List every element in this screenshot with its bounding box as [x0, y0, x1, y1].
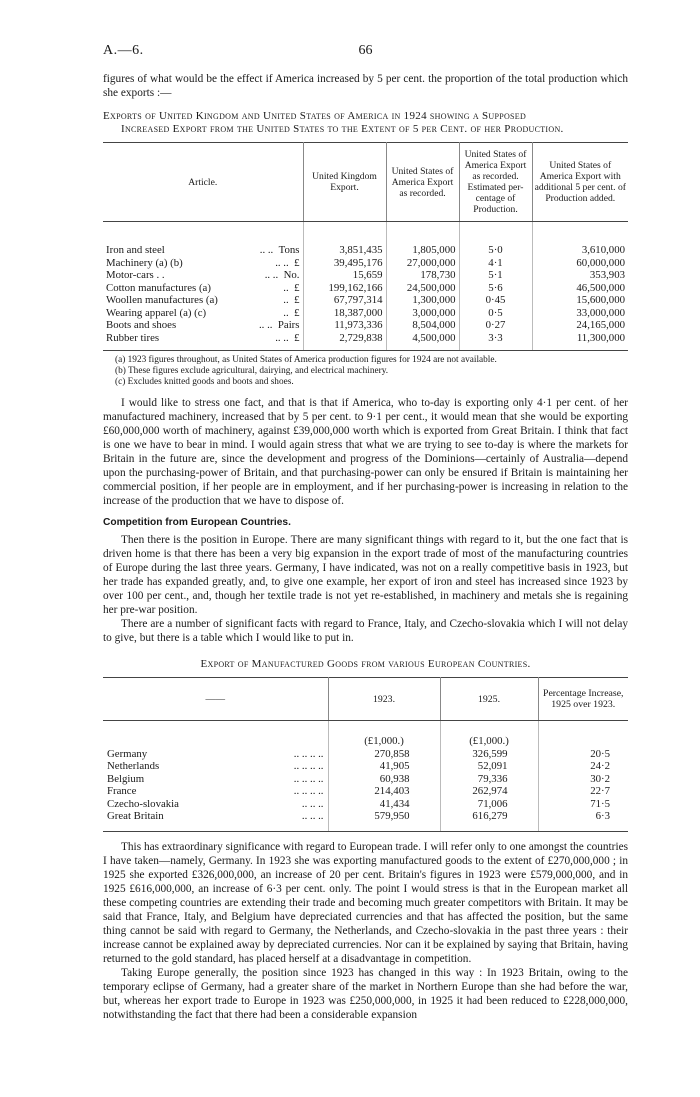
- us-export-value: 1,805,000: [386, 244, 459, 257]
- paragraph-table-intro: There are a number of significant facts with regard to France, Italy, and Czecho-slovakia which I will not delay to give, but there is a table which I would like to put in.: [103, 618, 628, 644]
- value-1925: 262,974: [440, 785, 538, 798]
- table1-notes: [115, 355, 628, 388]
- value-1923: 41,434: [328, 798, 440, 811]
- paragraph-significance: This has extraordinary significance with regard to European trade. I will refer only to one amongst the countries I have taken—namely, Germany. In 1923 she was exporting manufactured goods to the extent of £270,000,000 ; in 1925 she exported £326,000,000, an increase of 20 per cent. Britain's figures in 1923 were £579,000,000, and in 1925 £616,000,000, an increase of 6·3 per cent. only. The point I would stress is that in the European market all these competing countries are extending their trade and becoming much greater competitors with Britain. It may be said that France, Italy, and Belgium have depreciated currencies and that has affected the position, but the same thing cannot be said with regard to Germany, the Netherlands, and Czecho-slovakia in the past three years : their increase cannot be explained away by depreciated currencies. Nor can it be explained by saying that Britain, having returned to the gold standard, has placed herself at a disadvantage in competition.: [103, 840, 628, 965]
- us-percentage-value: 0·45: [459, 294, 532, 307]
- value-1923: 579,950: [328, 810, 440, 831]
- table-row: [103, 773, 628, 786]
- table-row: [103, 798, 628, 811]
- us-export-value: 1,300,000: [386, 294, 459, 307]
- uk-export-value: 11,973,336: [303, 319, 386, 332]
- us-export-value: 3,000,000: [386, 307, 459, 320]
- unit-1925: (£1,000.): [440, 721, 538, 748]
- value-1923: 214,403: [328, 785, 440, 798]
- uk-export-value: 39,495,176: [303, 257, 386, 270]
- paragraph-europe-generally: Taking Europe generally, the position since 1923 has changed in this way : In 1923 Britain, owing to the temporary eclipse of Germany, had a greater share of the market in Northern Europe than she had before the war, but, whereas her export trade to Europe in 1923 was £250,000,000, in 1925 it had been reduced to £228,000,000, notwithstanding the fact that there had been a considerable expansion: [103, 966, 628, 1021]
- table-row: [103, 294, 628, 307]
- col-1923: 1923.: [328, 678, 440, 721]
- us-added-value: 11,300,000: [532, 332, 628, 351]
- percentage-increase: 6·3: [538, 810, 628, 831]
- table-row: [103, 760, 628, 773]
- exports-table-header: [103, 143, 628, 222]
- us-percentage-value: 3·3: [459, 332, 532, 351]
- us-export-value: 4,500,000: [386, 332, 459, 351]
- value-1923: 270,858: [328, 748, 440, 761]
- leader-dots: .. ..: [258, 319, 273, 331]
- table-row: [103, 332, 628, 351]
- table1-title-line2: Increased Export from the United States to the Extent of 5 per Cent. of her Production.: [121, 123, 564, 135]
- unit: £: [294, 256, 300, 269]
- page-header: [103, 44, 628, 64]
- value-1925: 52,091: [440, 760, 538, 773]
- leader-dots: ..: [283, 294, 289, 306]
- table-row: [103, 307, 628, 320]
- table2-title: Export of Manufactured Goods from various European Countries.: [200, 658, 531, 670]
- leader-dots: .. .. .. ..: [293, 760, 324, 772]
- table-row: [103, 810, 628, 831]
- country-name: Netherlands: [107, 760, 160, 772]
- leader-dots: .. ..: [259, 244, 274, 256]
- col-uk-export: United Kingdom Export.: [303, 143, 386, 222]
- note-b: (b) These figures exclude agricultural, dairying, and electrical machinery.: [115, 366, 389, 376]
- article-name: Iron and steel: [106, 244, 165, 256]
- unit: £: [294, 331, 300, 344]
- country-name: Belgium: [107, 772, 145, 785]
- article-name: Wearing apparel (a) (c): [106, 306, 207, 319]
- percentage-increase: 30·2: [590, 772, 610, 785]
- col-us-added: United States of America Export with additional 5 per cent. of Production added.: [532, 143, 628, 222]
- unit: £: [294, 281, 300, 294]
- uk-export-value: 18,387,000: [303, 307, 386, 320]
- leader-dots: .. ..: [275, 331, 289, 344]
- article-name: Woollen manufactures (a): [106, 294, 218, 306]
- leader-dots: .. .. ..: [301, 797, 324, 810]
- european-table-header: [103, 678, 628, 721]
- table-row: [103, 785, 628, 798]
- table1-title: [103, 110, 628, 136]
- unit-1923: (£1,000.): [328, 721, 440, 748]
- intro-paragraph: figures of what would be the effect if America increased by 5 per cent. the proportion of the total production which she exports :—: [103, 73, 628, 99]
- leader-dots: .. .. ..: [301, 810, 324, 822]
- us-percentage-value: 0·27: [459, 319, 532, 332]
- leader-dots: .. .. .. ..: [293, 772, 324, 785]
- paragraph-europe: Then there is the position in Europe. There are many significant things with regard to it, but the one fact that is driven home is that there has been a very big expansion in the export trade of most of the manufacturing countries of Europe during the last three years. Germany, I have indicated, was not on a really competitive basis in 1923, but her trade has expanded greatly, and, to give one example, her export of iron and steel has increased since 1923 by over 100 per cent., and, though her textile trade is not yet re-established, in machinery and metals she is regaining her pre-war position.: [103, 534, 628, 616]
- us-export-value: 8,504,000: [386, 319, 459, 332]
- article-name: Rubber tires: [106, 331, 160, 344]
- value-1925: 616,279: [440, 810, 538, 831]
- table-row: [103, 319, 628, 332]
- country-name: Germany: [107, 747, 148, 760]
- country-name: France: [107, 785, 137, 797]
- leader-dots: .. .. .. ..: [293, 747, 324, 760]
- us-added-value: 24,165,000: [576, 319, 625, 331]
- note-c: (c) Excludes knitted goods and boots and shoes.: [115, 377, 294, 387]
- us-added-value: 46,500,000: [576, 281, 625, 294]
- us-percentage-value: 4·1: [459, 257, 532, 270]
- unit: No.: [283, 269, 300, 281]
- unit-row: [103, 721, 628, 748]
- col-country: ——: [103, 678, 328, 721]
- value-1925: 79,336: [440, 773, 538, 786]
- percentage-increase: 71·5: [590, 797, 610, 810]
- us-percentage-value: 0·5: [459, 307, 532, 320]
- table-row: [103, 269, 628, 282]
- unit: Tons: [278, 244, 300, 256]
- col-us-percentage: United States of America Export as recorded. Estimated per-centage of Production.: [459, 143, 532, 222]
- unit: £: [294, 306, 300, 319]
- article-name: Boots and shoes: [106, 319, 177, 331]
- us-percentage-value: 5·1: [459, 269, 532, 282]
- value-1925: 71,006: [440, 798, 538, 811]
- col-1925: 1925.: [440, 678, 538, 721]
- uk-export-value: 67,797,314: [303, 294, 386, 307]
- country-name: Great Britain: [107, 810, 164, 822]
- leader-dots: ..: [283, 306, 289, 319]
- european-exports-table: [103, 677, 628, 832]
- us-export-value: 27,000,000: [386, 257, 459, 270]
- uk-export-value: 199,162,166: [303, 282, 386, 295]
- table-row: [103, 244, 628, 257]
- section-heading: Competition from European Countries.: [103, 517, 291, 528]
- note-a: (a) 1923 figures throughout, as United States of America production figures for 1924 are not available.: [115, 355, 497, 365]
- unit: Pairs: [277, 319, 300, 331]
- article-name: Motor-cars . .: [106, 269, 165, 281]
- leader-dots: .. ..: [275, 256, 289, 269]
- us-percentage-value: 5·0: [459, 244, 532, 257]
- us-added-value: 353,903: [589, 269, 625, 281]
- table-row: [103, 282, 628, 295]
- us-added-value: 60,000,000: [576, 256, 625, 269]
- table1-title-line1: Exports of United Kingdom and United States of America in 1924 showing a Supposed: [103, 110, 527, 122]
- percentage-increase: 24·2: [590, 760, 610, 772]
- col-us-export: United States of America Export as recorded.: [386, 143, 459, 222]
- leader-dots: .. .. .. ..: [293, 785, 324, 797]
- table-row: [103, 748, 628, 761]
- leader-dots: ..: [283, 281, 289, 294]
- uk-export-value: 2,729,838: [303, 332, 386, 351]
- country-name: Czecho-slovakia: [107, 797, 179, 810]
- leader-dots: .. ..: [264, 269, 279, 281]
- value-1925: 326,599: [440, 748, 538, 761]
- uk-export-value: 3,851,435: [303, 244, 386, 257]
- value-1923: 60,938: [328, 773, 440, 786]
- col-percentage-increase: Percentage Increase, 1925 over 1923.: [538, 678, 628, 721]
- value-1923: 41,905: [328, 760, 440, 773]
- us-added-value: 3,610,000: [581, 244, 625, 256]
- uk-export-value: 15,659: [303, 269, 386, 282]
- exports-table: [103, 142, 628, 351]
- us-export-value: 24,500,000: [386, 282, 459, 295]
- table-row: [103, 257, 628, 270]
- percentage-increase: 22·7: [590, 785, 610, 797]
- header-spacer-row: [103, 222, 628, 245]
- page-number: 66: [358, 43, 373, 58]
- article-name: Cotton manufactures (a): [106, 281, 211, 294]
- col-article: Article.: [103, 143, 303, 222]
- us-percentage-value: 5·6: [459, 282, 532, 295]
- unit: £: [294, 294, 300, 306]
- us-added-value: 15,600,000: [576, 294, 625, 306]
- us-added-value: 33,000,000: [576, 306, 625, 319]
- paragraph-machinery: I would like to stress one fact, and that is that if America, who to-day is exporting only 4·1 per cent. of her manufactured machinery, increased that by 5 per cent. to 9·1 per cent., it would mean that she would be exporting £60,000,000 worth of machinery, against £39,000,000 worth which is exported from Great Britain. I think that fact is one we have to bear in mind. I would again stress that what we are trying to see to-day is where the markets for Britain in the future are, since the development and progress of the Dominions—certainly of Australia—depend upon the purchasing-power of Britain, and that purchasing-power can only be ensured if Britain is maintaining her commercial position, if her people are in employment, and if her purchasing-power is increasing in relation to the increase of the production that we have to dispose of.: [103, 397, 628, 507]
- article-name: Machinery (a) (b): [106, 256, 183, 269]
- percentage-increase: 20·5: [590, 747, 610, 760]
- document-page: [103, 44, 628, 1022]
- us-export-value: 178,730: [386, 269, 459, 282]
- document-reference: A.—6.: [103, 43, 144, 58]
